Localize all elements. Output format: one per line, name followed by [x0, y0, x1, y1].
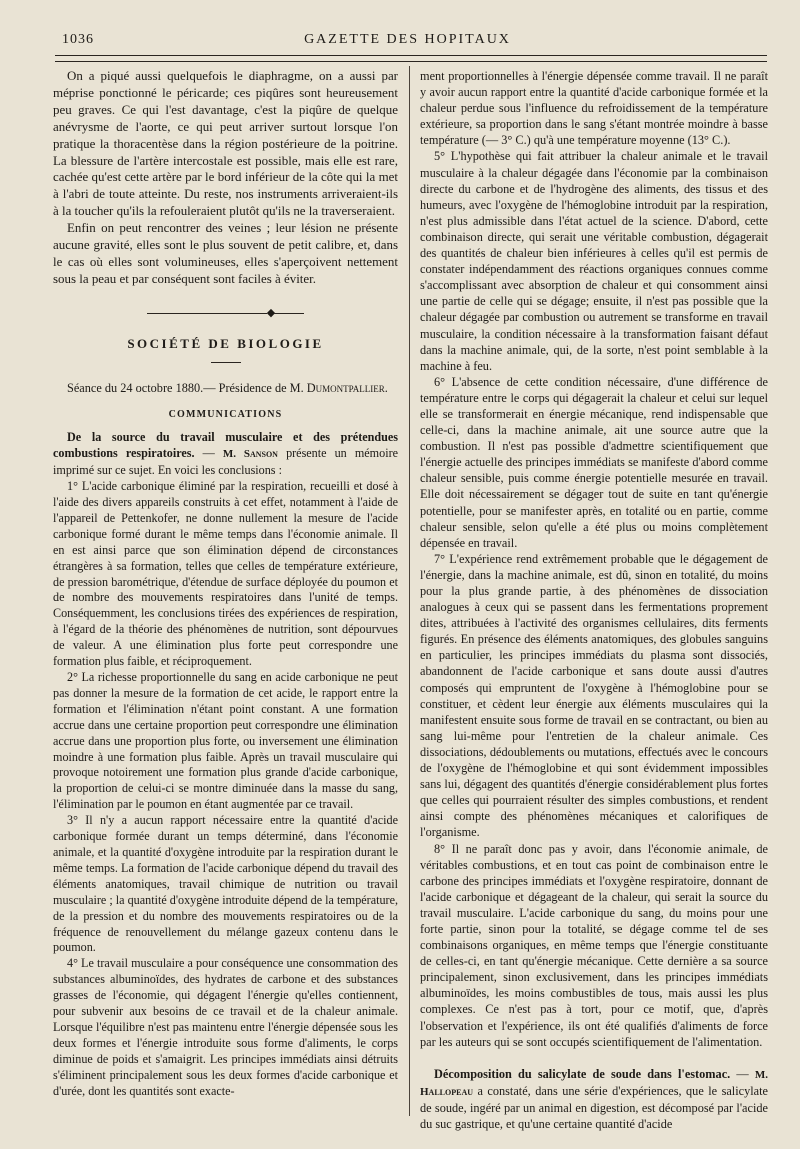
conclusion-paragraph: 8° Il ne paraît donc pas y avoir, dans l'économie animale, de véritables combustions, et en tout cas point de combinaison entre le carbone des principes immédiats et l'oxygène respiratoire, donnant de l'acide carbonique et dégageant de la chaleur, qui serait la source du travail musculaire. L'acide carbonique du sang, du moins pour une forte partie, sinon pour la totalité, se dégage comme tel de ses combinaisons organiques, en même temps que l'énergie constituante de celles-ci, en tant qu'énergie mécanique. Cette dernière a sa source principalement, sinon exclusivement, dans les principes immédiats albuminoïdes, les moins combustibles de tous, mais aussi les plus complexes. Ce n'est pas à tort, pour ce motif, que, d'après l'observation et l'expérience, ils ont été qualifiés d'aliments de force par les auteurs qui se sont occupés scientifiquement de l'alimentation. — [420, 841, 768, 1049]
conclusion-paragraph: 2° La richesse proportionnelle du sang en acide carbonique ne peut pas donner la mesure de la formation de cet acide, le rapport entre la formation et l'élimination n'étant point constant. A une formation accrue dans une certaine proportion peut correspondre une élimination accrue dans une proportion plus forte, ou inversement une élimination moindre à une formation plus faible. Après un travail musculaire qui provoque notoirement une formation plus grande d'acide carbonique, la proportion de celui-ci se montre diminuée dans la masse du sang, l'élimination par le poumon en étant augmentée par ce travail. — [53, 670, 398, 812]
title-rule — [211, 362, 241, 363]
header-rule — [55, 55, 767, 62]
conclusion-paragraph: 7° L'expérience rend extrêmement probable que le dégagement de l'énergie, dans la machine animale, est dû, sinon en totalité, du moins pour la plus grande partie, à des phénomènes de dissociation analogues à ceux qui se passent dans les fermentations proprement dites, attribuées à l'activité des organismes cellulaires, dits ferments figurés. En présence des éléments anatomiques, des globules sanguins en particulier, les principes immédiats du plasma sont dissociés, abandonnent de l'acide carbonique et sans doute aussi d'autres composés qui empruntent de l'oxygène à l'hémoglobine pour se constituer, et cèdent leur énergie aux éléments musculaires qui la manifestent ensuite sous forme de travail en se contractant, ou bien au sang lui-même pour l'entretien de la chaleur animale. Ces dissociations, dédoublements ou mutations, effectués avec le concours de l'oxygène de l'hémoglobine et qui sont évidemment impossibles sans lui, dégagent des quantités d'énergie considérablement plus fortes que celles qui pourraient résulter des simples combustions, et rendent ainsi compte des phénomènes mécaniques et calorifiques de l'organisme. — [420, 551, 768, 840]
article2-text: a constaté, dans une série d'expériences, que le salicylate de soude, ingéré par un animal en digestion, est décomposé par l'acide du suc gastrique, et qu'une certaine quantité d'acide — [420, 1083, 768, 1131]
conclusion-paragraph: 3° Il n'y a aucun rapport nécessaire entre la quantité d'acide carbonique formée durant un temps déterminé, dans l'économie animale, et la quantité d'oxygène introduite par la respiration durant le même temps. La formation de l'acide carbonique dépend du travail des éléments anatomiques, travail chimique de nutrition ou travail musculaire ; la quantité d'oxygène introduite dépend de la température, de la pression et du nombre des mouvements respiratoires ou de la fréquence de renouvellement du mélange gazeux contenu dans le poumon. — [53, 813, 398, 955]
journal-title: GAZETTE DES HOPITAUX — [304, 32, 511, 47]
article-title: De la source du travail musculaire et des prétendues combustions respiratoires. — [53, 430, 398, 461]
article2-dash: — — [730, 1066, 755, 1081]
continued-paragraph: ment proportionnelles à l'énergie dépensée comme travail. Il ne paraît y avoir aucun rapport entre la quantité d'acide carbonique formée et la chaleur perdue sous l'influence du refroidissement de la température extérieure, sa proportion dans le sang s'étant montrée moindre à basse température (— 3° C.) qu'à une température moyenne (13° C.). — [420, 69, 768, 148]
session-line — [53, 381, 398, 397]
intro-paragraph: Enfin on peut rencontrer des veines ; leur lésion ne présente aucune gravité, elles sont le plus souvent de petit calibre, et, dans le cas où elles sont volumineuses, elles s'aperçoivent nettement sous la peau et par conséquent sont faciles à éviter. — [53, 220, 398, 286]
article2-title: Décomposition du salicylate de soude dans l'estomac. — [434, 1066, 731, 1081]
session-president: Dumontpallier. — [306, 380, 388, 395]
conclusion-paragraph: 1° L'acide carbonique éliminé par la respiration, recueilli et dosé à l'aide des divers appareils construits à cet effet, notamment à l'aide de l'appareil de Pettenkofer, ne donne nullement la mesure de l'acide carbonique formé durant le même temps dans l'économie animale. Il en est ainsi parce que son élimination dépend de circonstances étrangères à sa formation, telles que celles de température extérieure, de pression barométrique, d'étendue de surface déployée du poumon et de nombre des mouvements respiratoires dans l'unité de temps. Conséquemment, les conclusions tirées des expériences de respiration, à l'égard de la théorie des phénomènes de nutrition, sont dépourvues de valeur. A une élimination plus forte peut correspondre une formation plus faible, et réciproquement. — [53, 479, 398, 669]
conclusion-paragraph: 6° L'absence de cette condition nécessaire, d'une différence de température entre le corps qui dégagerait la chaleur et celui sur lequel elle se transformerait en énergie mécanique, rend indispensable que celle-ci, dans la machine animale, ait une source autre que la combustion. Il n'est pas possible d'admettre scientifiquement que l'énergie actuelle des principes immédiats se manifeste d'abord comme chaleur sensible, puis comme énergie potentielle mesurée en travail. Elle doit nécessairement se dégager tout de suite en tant qu'énergie potentielle, pour se manifester après, en totalité ou en partie, comme chaleur sensible, selon qu'elle a été plus ou moins complètement dépensée en travail. — [420, 374, 768, 550]
page-number: 1036 — [62, 32, 94, 47]
right-column — [420, 68, 768, 1132]
intro-paragraph: On a piqué aussi quelquefois le diaphragme, on a aussi par méprise ponctionné le péricarde; ces piqûres sont heureusement peu graves. Ce qui l'est davantage, c'est la piqûre de quelque anévrysme de l'aorte, ce qui peut arriver surtout lorsque l'on pratique la thoracentèse dans la région postérieure de la poitrine. La blessure de l'artère intercostale est possible, mais elle est rare, cachée qu'est cette artère par le bord inférieur de la côte qui la met à l'abri de toute atteinte. Du reste, nos instruments arriveraient-ils à la toucher qu'ils la refouleraient plutôt qu'ils ne la traverseraient. — [53, 68, 398, 219]
article2-author: M. Hallopeau — [420, 1068, 768, 1098]
session-prefix: Séance du 24 octobre 1880.— Présidence de M. — [67, 380, 307, 395]
article2 — [420, 1066, 768, 1132]
page-header — [40, 30, 775, 54]
left-column — [53, 68, 398, 1099]
article-intro-text: présente un mémoire imprimé sur ce sujet. En voici les conclusions : — [53, 446, 398, 478]
conclusion-paragraph: 4° Le travail musculaire a pour conséquence une consommation des substances albuminoïdes, des hydrates de carbone et des substances grasses de l'économie, qui dégagent l'énergie qu'elles contiennent, pour subvenir aux besoins de ce travail et de la chaleur animale. Lorsque l'équilibre n'est pas maintenu entre l'énergie dépensée sous les deux formes et l'énergie introduite sous forme d'aliments, le corps diminue de poids et s'amaigrit. Les principes immédiats ainsi détruits s'éliminent principalement sous les deux formes d'acide carbonique et d'urée, dont les quantités sont exacte- — [53, 956, 398, 1098]
intro-section — [53, 68, 398, 288]
conclusion-paragraph: 5° L'hypothèse qui fait attribuer la chaleur animale et le travail musculaire à la chaleur dégagée dans l'économie par la combinaison directe du carbone et de l'hydrogène des aliments, des tissus et des humeurs, avec l'oxygène de l'hémoglobine introduit par la respiration, n'est plus admissible dans l'état actuel de la science. D'abord, cette combinaison directe, qui serait une véritable combustion, dégagerait des quantités de chaleur bien inférieures à celles qu'il est permis de constater indépendamment des réactions organiques connues comme s'accomplissant avec absorption de chaleur et qui consomment ainsi une partie de celle qui se dégage; ensuite, il n'est pas possible que la chaleur dégagée par combustion ou autrement se transforme en travail musculaire, la condition nécessaire à la transformation faisant défaut dans la machine animale, qui, de la sorte, n'est point semblable à la machine à feu. — [420, 149, 768, 373]
section-title: SOCIÉTÉ DE BIOLOGIE — [127, 335, 324, 351]
communications-heading: COMMUNICATIONS — [168, 408, 283, 420]
article-intro — [53, 430, 398, 479]
article-dash: — — [194, 446, 223, 461]
article-author: M. Sanson — [222, 448, 278, 461]
column-divider — [409, 66, 410, 1116]
section-ornament: ◆ — [53, 306, 398, 322]
